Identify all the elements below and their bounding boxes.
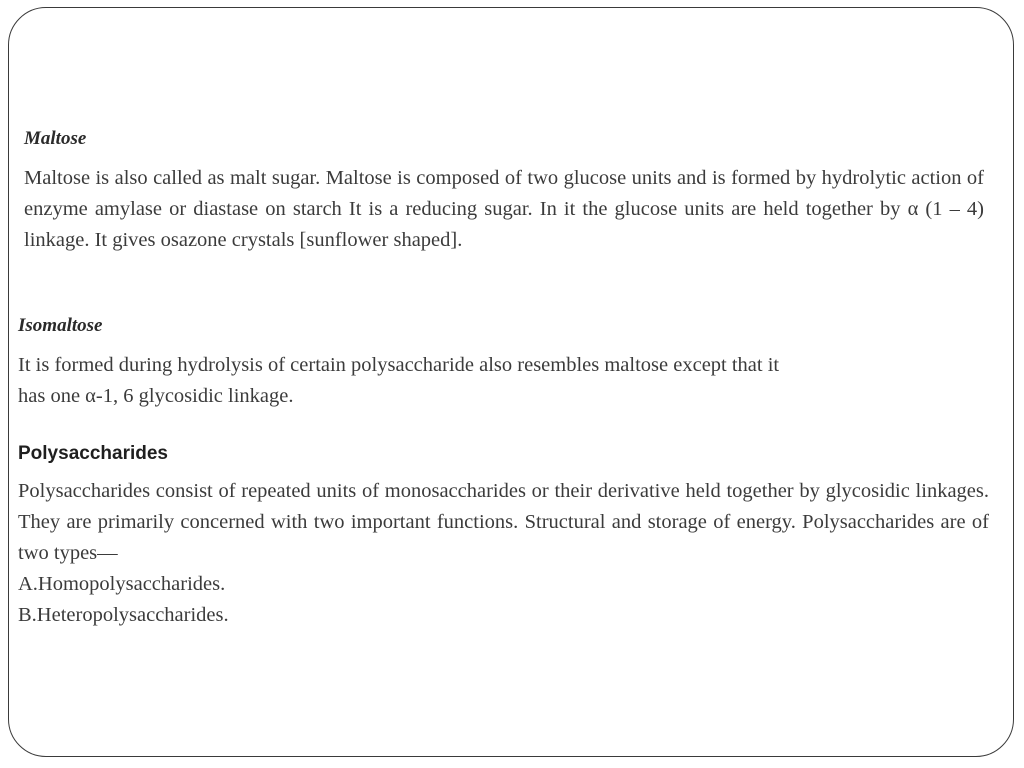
maltose-heading: Maltose (24, 128, 87, 149)
polysaccharides-list (18, 569, 618, 631)
polysaccharides-heading: Polysaccharides (18, 443, 168, 464)
polysaccharides-paragraph: Polysaccharides consist of repeated units of monosaccharides or their derivative held together by glycosidic linkages. They are primarily concerned with two important functions. Structural and storage of energy. Polysaccharides are of two types— (18, 480, 989, 564)
list-item-homopolysaccharides: A.Homopolysaccharides. (18, 573, 226, 595)
list-item-heteropolysaccharides: B.Heteropolysaccharides. (18, 604, 229, 626)
isomaltose-line-2: has one α-1, 6 glycosidic linkage. (18, 385, 294, 407)
isomaltose-heading: Isomaltose (18, 315, 103, 336)
isomaltose-paragraph (18, 350, 998, 412)
isomaltose-line-1: It is formed during hydrolysis of certain polysaccharide also resembles maltose except that it (18, 354, 780, 376)
maltose-paragraph: Maltose is also called as malt sugar. Maltose is composed of two glucose units and is formed by hydrolytic action of enzyme amylase or diastase on starch It is a reducing sugar. In it the glucose units are held together by α (1 – 4) linkage. It gives osazone crystals [sunflower shaped]. (24, 167, 984, 251)
